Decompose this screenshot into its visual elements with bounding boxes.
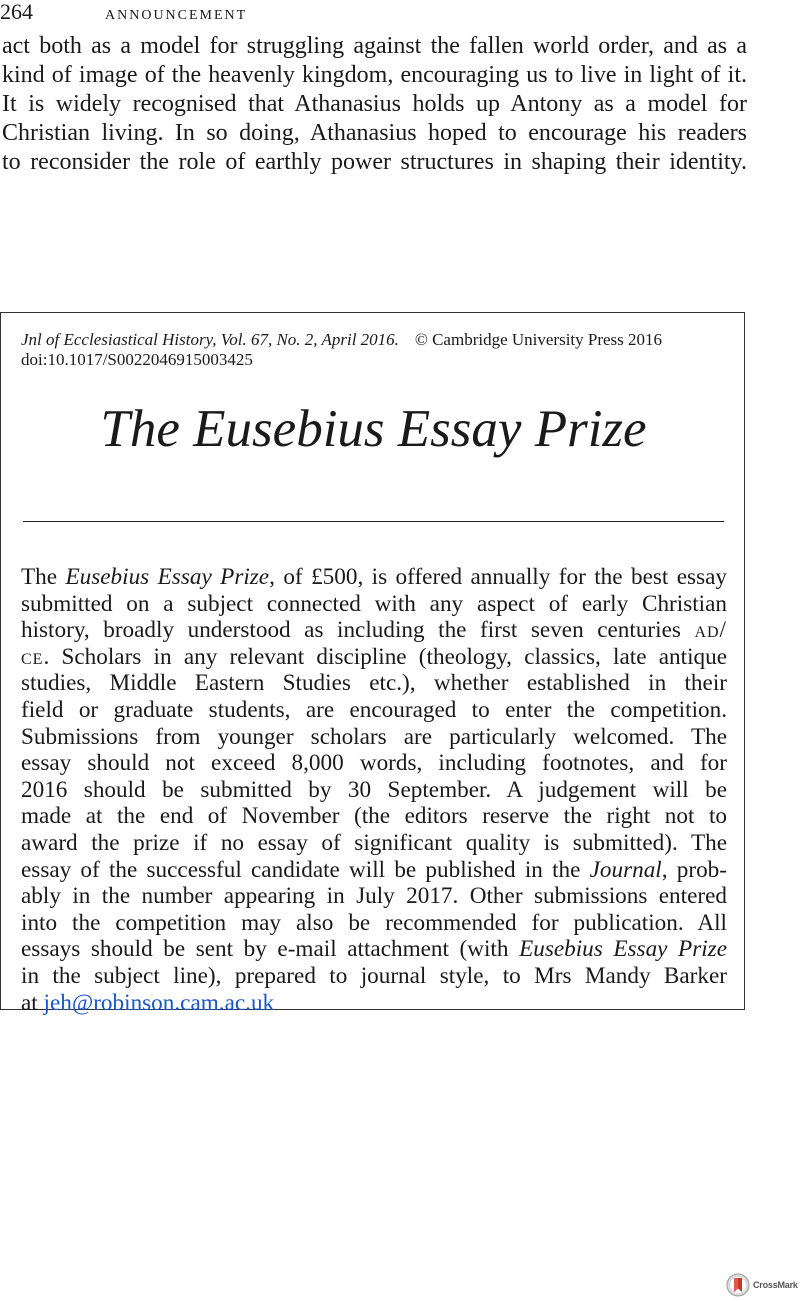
era-abbreviation: ad/ (694, 617, 727, 644)
text-line: It is widely recognised that Athanasius holds up Antony as a model for (2, 91, 747, 117)
crossmark-badge[interactable] (726, 1272, 798, 1298)
announcement-box (0, 312, 745, 1016)
body-line: studies, Middle Eastern Studies etc.), whether established in their (21, 670, 727, 697)
body-line: field or graduate students, are encouraged to enter the competition. (21, 696, 727, 723)
body-line: essays should be sent by e-mail attachment (with Eusebius Essay Prize (21, 936, 727, 963)
previous-article-text (2, 32, 747, 177)
text-line: kind of image of the heavenly kingdom, encouraging us to live in light of it. (2, 62, 747, 88)
text-line: Christian living. In so doing, Athanasius hoped to encourage his readers (2, 120, 747, 146)
doi[interactable]: doi:10.1017/S0022046915003425 (21, 350, 253, 369)
era-abbreviation: ce (21, 643, 44, 670)
body-line: history, broadly understood as including the first seven centuries ad/ (21, 617, 727, 644)
body-line: in the subject line), prepared to journal style, to Mrs Mandy Barker (21, 962, 727, 989)
body-line: at jeh@robinson.cam.ac.uk (21, 989, 275, 1016)
prize-name-emphasis: Eusebius Essay Prize (519, 936, 727, 963)
citation-block (21, 330, 721, 370)
body-line: into the competition may also be recommended for publication. All (21, 909, 727, 936)
journal-emphasis: Journal (589, 856, 662, 883)
body-line: essay should not exceed 8,000 words, including footnotes, and for (21, 750, 727, 777)
citation-line (21, 330, 721, 350)
body-line: submitted on a subject connected with any aspect of early Christian (21, 590, 727, 617)
announcement-body (21, 564, 727, 1016)
email-link[interactable]: jeh@robinson.cam.ac.uk (43, 989, 275, 1016)
body-line: The Eusebius Essay Prize, of £500, is offered annually for the best essay (21, 564, 727, 590)
text-line: act both as a model for struggling against the fallen world order, and as a (2, 33, 747, 59)
prize-name-emphasis: Eusebius Essay Prize (65, 564, 270, 590)
crossmark-icon (726, 1273, 750, 1297)
text-line: to reconsider the role of earthly power structures in shaping their identity. (2, 149, 747, 175)
journal-citation: Jnl of Ecclesiastical History, Vol. 67, No. 2, April 2016. (21, 330, 399, 349)
title-divider (23, 521, 724, 522)
body-line: award the prize if no essay of significant quality is submitted). The (21, 829, 727, 856)
body-line: Submissions from younger scholars are particularly welcomed. The (21, 723, 727, 750)
page-number: 264 (0, 0, 33, 24)
body-line: 2016 should be submitted by 30 September. A judgement will be (21, 776, 727, 803)
copyright-notice: © Cambridge University Press 2016 (414, 330, 663, 349)
body-line: made at the end of November (the editors reserve the right not to (21, 803, 727, 830)
article-title: The Eusebius Essay Prize (100, 400, 647, 458)
body-line: ce. Scholars in any relevant discipline (theology, classics, late antique (21, 643, 727, 670)
running-head (0, 0, 247, 26)
body-line: essay of the successful candidate will be published in the Journal, prob- (21, 856, 727, 883)
section-label: announcement (105, 2, 248, 24)
body-line: ably in the number appearing in July 2017. Other submissions entered (21, 883, 727, 910)
crossmark-label: CrossMark (753, 1280, 798, 1290)
